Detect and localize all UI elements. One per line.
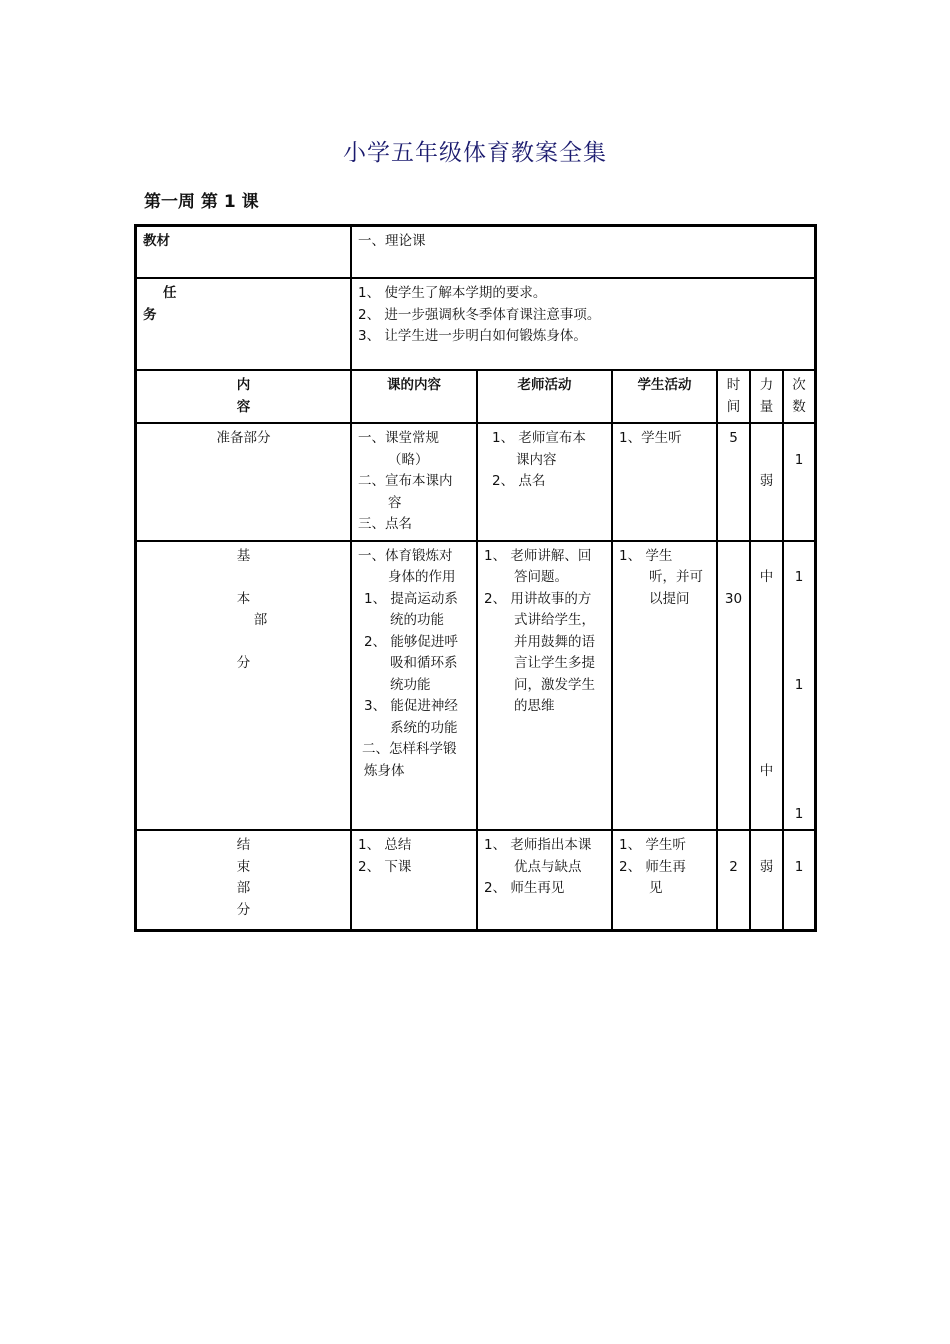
prep-lesson-1: 一、课堂常规 [358, 430, 439, 446]
basic-section-3: 部 [253, 612, 268, 628]
prep-lesson-5: 三、点名 [358, 516, 412, 532]
basic-lesson-5: 2、 能够促进呼 [364, 633, 458, 650]
prep-force [751, 424, 784, 542]
prep-lesson-3: 二、宣布本课内 [358, 473, 453, 489]
end-lesson-2: 2、 下课 [358, 858, 412, 875]
document-title: 小学五年级体育教案全集 [343, 140, 607, 166]
basic-count [784, 542, 814, 832]
basic-lesson-9: 系统的功能 [390, 719, 458, 736]
basic-lesson-7: 统功能 [390, 676, 431, 693]
header-force-line-2: 量 [759, 398, 774, 415]
end-teacher-1: 1、 老师指出本课 [484, 837, 592, 853]
prep-count [784, 424, 814, 542]
end-section-1: 结 [236, 837, 251, 853]
prep-lesson [352, 424, 478, 542]
basic-lesson-2: 身体的作用 [388, 569, 456, 585]
basic-count-2: 1 [794, 676, 804, 693]
end-count-value: 1 [794, 858, 804, 875]
basic-teacher-4: 式讲给学生， [514, 612, 595, 628]
basic-teacher-1: 1、 老师讲解、回 [484, 547, 592, 564]
prep-count-value: 1 [794, 451, 804, 468]
end-force-value: 弱 [759, 858, 774, 875]
header-time [718, 371, 751, 424]
basic-section-4: 分 [236, 655, 251, 671]
basic-force [751, 542, 784, 832]
header-teacher: 老师活动 [478, 371, 613, 424]
end-section [137, 831, 352, 929]
end-student-2: 2、 师生再 [619, 858, 686, 875]
basic-teacher [478, 542, 613, 832]
end-lesson [352, 831, 478, 929]
end-lesson-1: 1、 总结 [358, 837, 412, 853]
end-force [751, 831, 784, 929]
header-count [784, 371, 814, 424]
prep-force-value: 弱 [759, 473, 774, 489]
basic-time [718, 542, 751, 832]
header-count-line-1: 次 [792, 377, 806, 393]
prep-lesson-2: （略） [388, 451, 429, 468]
task-label-line-2: 务 [143, 306, 157, 323]
end-section-3: 部 [236, 880, 251, 896]
task-label-line-1: 任 [163, 285, 177, 301]
header-count-line-2: 数 [792, 398, 806, 415]
material-label: 教材 [137, 227, 352, 279]
basic-force-2: 中 [759, 762, 774, 779]
task-item-2: 2、 进一步强调秋冬季体育课注意事项。 [358, 306, 601, 323]
prep-teacher-1: 1、 老师宣布本 [492, 430, 586, 446]
end-count [784, 831, 814, 929]
basic-teacher-2: 答问题。 [514, 569, 568, 585]
end-student [613, 831, 718, 929]
basic-student-2: 听，并可 [649, 569, 703, 585]
basic-section-2: 本 [236, 590, 251, 607]
prep-teacher-3: 2、 点名 [492, 473, 546, 489]
basic-force-1: 中 [759, 569, 774, 585]
prep-teacher-2: 课内容 [516, 451, 557, 468]
basic-student-1: 1、 学生 [619, 547, 673, 564]
header-force-line-1: 力 [759, 377, 774, 393]
end-teacher-2: 优点与缺点 [514, 858, 582, 875]
basic-time-value: 30 [724, 590, 743, 607]
basic-student-3: 以提问 [649, 590, 690, 607]
task-item-1: 1、 使学生了解本学期的要求。 [358, 285, 547, 301]
basic-teacher-7: 问，激发学生 [514, 676, 595, 693]
header-time-line-2: 间 [726, 398, 741, 415]
basic-lesson-1: 一、体育锻炼对 [358, 547, 453, 564]
header-force [751, 371, 784, 424]
header-content [137, 371, 352, 424]
end-student-1: 1、 学生听 [619, 837, 686, 853]
task-items [352, 279, 814, 371]
basic-lesson-4: 统的功能 [390, 612, 444, 628]
header-student: 学生活动 [613, 371, 718, 424]
basic-section [137, 542, 352, 832]
basic-student [613, 542, 718, 832]
header-content-line-1: 内 [236, 377, 251, 393]
basic-count-1: 1 [794, 569, 804, 585]
end-student-3: 见 [649, 880, 663, 896]
header-content-line-2: 容 [236, 398, 251, 415]
end-section-4: 分 [236, 901, 251, 918]
prep-time: 5 [718, 424, 751, 542]
lesson-subtitle: 第一周 第 1 课 [144, 192, 259, 212]
prep-lesson-4: 容 [388, 494, 402, 511]
header-lesson: 课的内容 [352, 371, 478, 424]
basic-teacher-8: 的思维 [514, 698, 555, 714]
end-time [718, 831, 751, 929]
prep-student: 1、学生听 [613, 424, 718, 542]
end-teacher-3: 2、 师生再见 [484, 880, 565, 896]
end-time-value: 2 [729, 858, 738, 875]
basic-teacher-3: 2、 用讲故事的方 [484, 590, 592, 607]
basic-lesson-6: 吸和循环系 [390, 655, 458, 671]
basic-lesson-3: 1、 提高运动系 [364, 590, 458, 607]
basic-lesson-10: 二、怎样科学锻 [362, 741, 457, 757]
basic-lesson-11: 炼身体 [364, 762, 405, 779]
basic-section-1: 基 [236, 547, 251, 564]
task-label [137, 279, 352, 371]
basic-lesson-8: 3、 能促进神经 [364, 698, 458, 714]
end-section-2: 束 [236, 858, 251, 875]
basic-teacher-5: 并用鼓舞的语 [514, 633, 595, 650]
basic-lesson [352, 542, 478, 832]
header-time-line-1: 时 [726, 377, 741, 393]
material-value: 一、理论课 [352, 227, 814, 279]
basic-teacher-6: 言让学生多提 [514, 655, 595, 671]
basic-count-3: 1 [794, 805, 804, 822]
prep-teacher [478, 424, 613, 542]
end-teacher [478, 831, 613, 929]
prep-section: 准备部分 [137, 424, 352, 542]
task-item-3: 3、 让学生进一步明白如何锻炼身体。 [358, 328, 587, 344]
lesson-plan-table [134, 224, 817, 932]
